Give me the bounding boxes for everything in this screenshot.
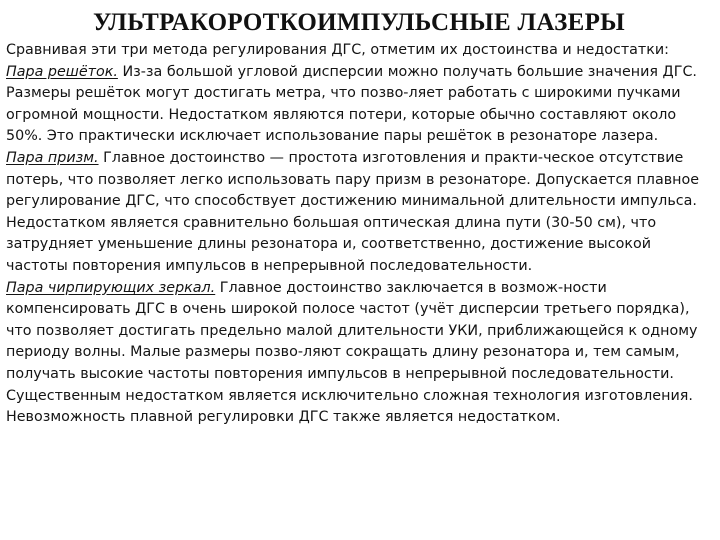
intro-paragraph: Сравнивая эти три метода регулирования ДГС, отметим их достоинства и недостатки:: [6, 42, 670, 58]
section-gratings: [6, 62, 712, 148]
slide-body: [6, 40, 712, 429]
slide-title: УЛЬТРАКОРОТКОИМПУЛЬСНЫЕ ЛАЗЕРЫ: [92, 9, 626, 36]
term-gratings: Пара решёток.: [6, 63, 118, 80]
term-chirped-mirrors: Пара чирпирующих зеркал.: [6, 279, 216, 296]
text-chirped-mirrors: Главное достоинство заключается в возмож-ности компенсировать ДГС в очень широкой полосе частот (учёт дисперсии третьего порядка), что позволяет достигать предельно малой длительности УКИ, приближающейся к одному периоду волны. Малые размеры позво-ляют сокращать длину резонатора и, тем самым, получать высокие частоты повторения импульсов в непрерывной последовательности. Существенным недостатком является исключительно сложная технология изготовления. Невозможность плавной регулировки ДГС также является недостатком.: [6, 279, 698, 426]
term-prisms: Пара призм.: [6, 149, 99, 166]
section-chirped-mirrors: [6, 278, 712, 429]
text-prisms: Главное достоинство — простота изготовления и практи-ческое отсутствие потерь, что позволяет легко использовать пару призм в резонаторе. Допускается плавное регулирование ДГС, что способствует достижению минимальной длительности импульса. Недостатком является сравнительно большая оптическая длина пути (30-50 см), что затрудняет уменьшение длины резонатора и, соответственно, достижение высокой частоты повторения импульсов в непрерывной последовательности.: [6, 149, 700, 274]
text-gratings: Из-за большой угловой дисперсии можно получать большие значения ДГС. Размеры решёток могут достигать метра, что позво-ляет работать с широкими пучками огромной мощности. Недостатком являются потери, которые обычно составляют около 50%. Это практически исключает использование пары решёток в резонаторе лазера.: [6, 63, 697, 145]
section-prisms: [6, 148, 712, 278]
